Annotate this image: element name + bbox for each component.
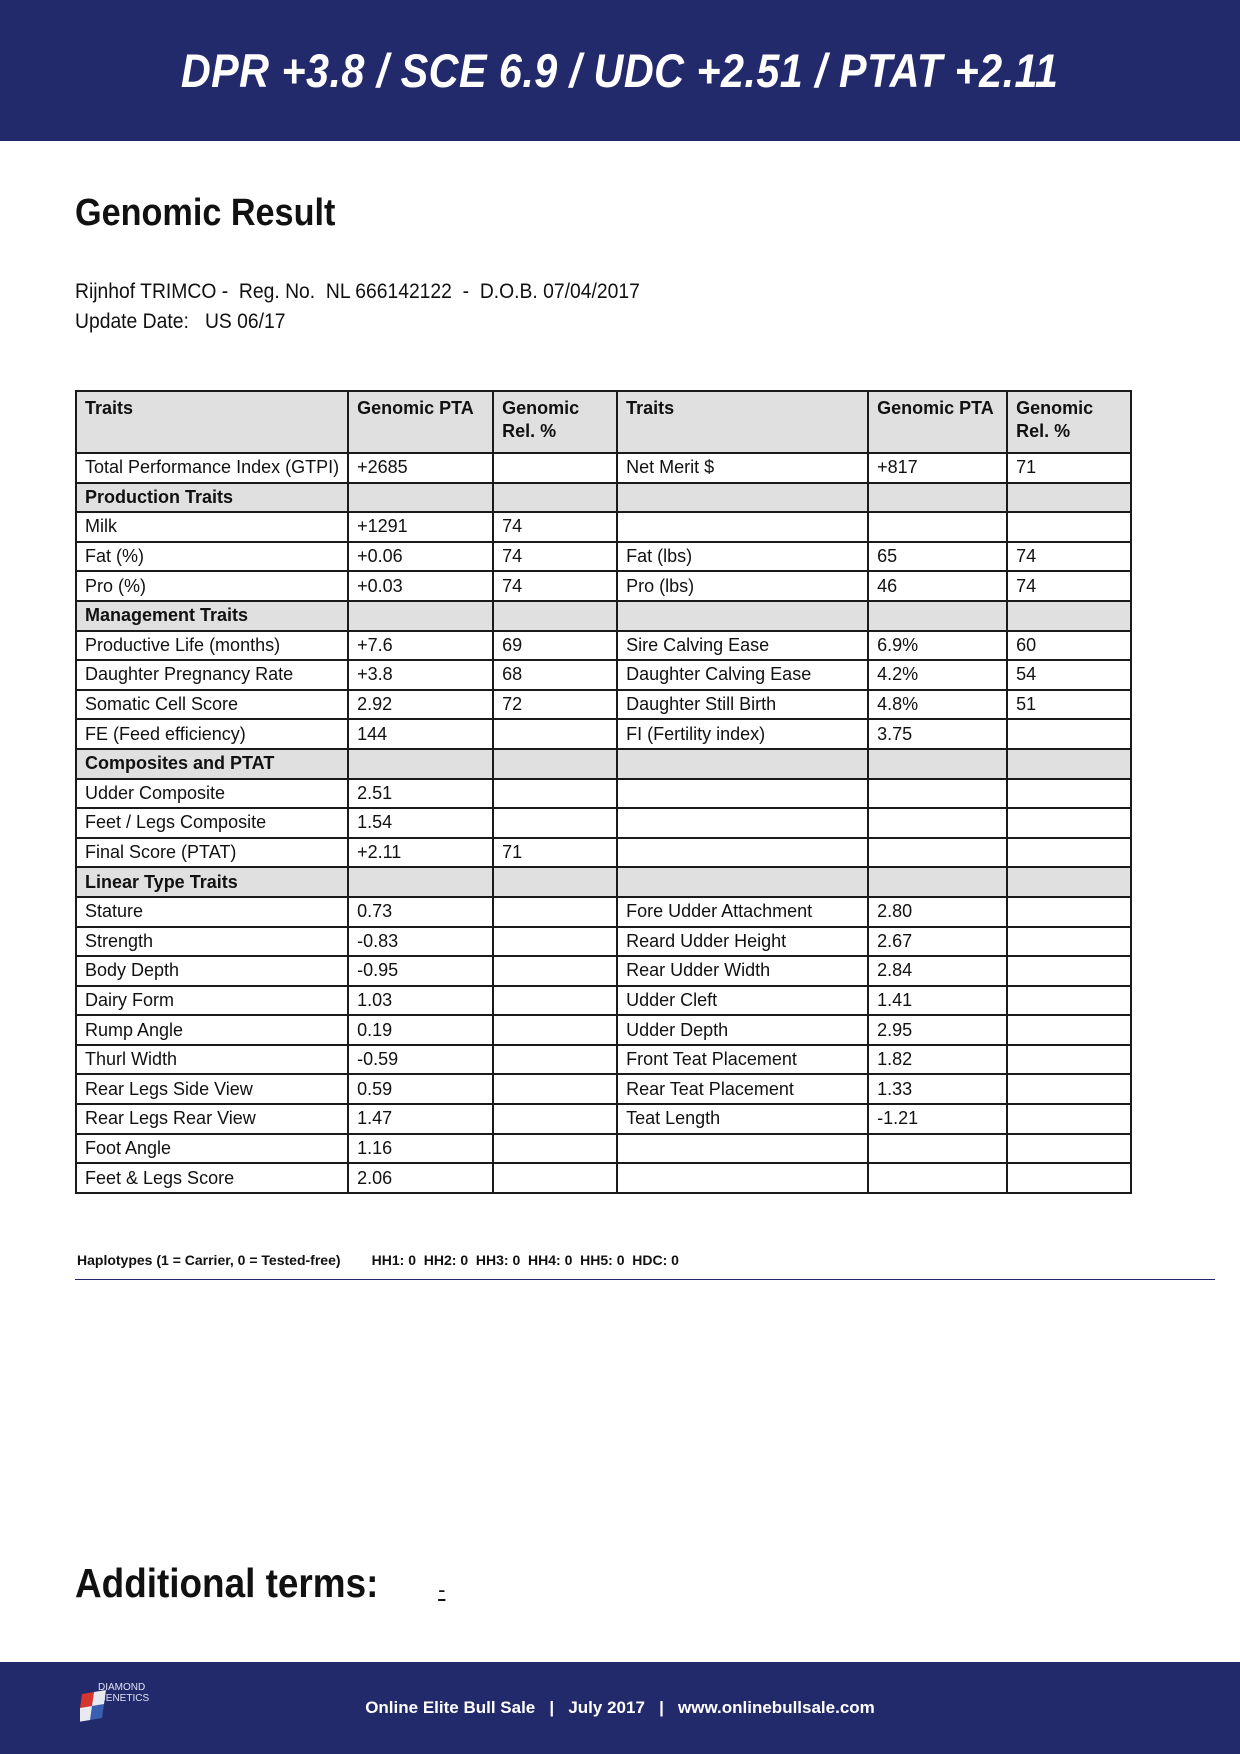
table-row bbox=[76, 453, 1131, 483]
table-cell: 65 bbox=[868, 542, 1007, 572]
table-cell: 4.2% bbox=[868, 660, 1007, 690]
column-header: Traits bbox=[617, 391, 868, 453]
animal-info: Rijnhof TRIMCO - Reg. No. NL 666142122 - D.O.B. 07/04/2017 bbox=[75, 280, 640, 303]
table-cell: 1.03 bbox=[348, 986, 493, 1016]
column-header: Genomic Rel. % bbox=[493, 391, 617, 453]
table-cell bbox=[493, 1104, 617, 1134]
table-cell bbox=[1007, 1074, 1131, 1104]
table-cell: 74 bbox=[493, 571, 617, 601]
footer-bar bbox=[0, 1662, 1240, 1754]
table-cell bbox=[493, 897, 617, 927]
table-cell bbox=[493, 601, 617, 631]
table-row bbox=[76, 808, 1131, 838]
logo-line1: DIAMOND bbox=[98, 1682, 146, 1693]
table-cell: Productive Life (months) bbox=[76, 631, 348, 661]
table-cell bbox=[1007, 808, 1131, 838]
banner-title: DPR +3.8 / SCE 6.9 / UDC +2.51 / PTAT +2.11 bbox=[181, 44, 1059, 97]
table-header-row bbox=[76, 391, 1131, 453]
table-row bbox=[76, 1104, 1131, 1134]
table-cell: 2.95 bbox=[868, 1015, 1007, 1045]
table-cell: +2.11 bbox=[348, 838, 493, 868]
table-cell bbox=[1007, 1163, 1131, 1193]
table-cell bbox=[1007, 601, 1131, 631]
table-cell: Fat (lbs) bbox=[617, 542, 868, 572]
column-header: Traits bbox=[76, 391, 348, 453]
table-cell bbox=[617, 1134, 868, 1164]
table-cell: 0.19 bbox=[348, 1015, 493, 1045]
table-cell bbox=[1007, 512, 1131, 542]
table-cell: 74 bbox=[1007, 542, 1131, 572]
table-cell: Rear Legs Side View bbox=[76, 1074, 348, 1104]
table-row bbox=[76, 1134, 1131, 1164]
table-cell bbox=[1007, 483, 1131, 513]
table-row bbox=[76, 660, 1131, 690]
table-cell: Fore Udder Attachment bbox=[617, 897, 868, 927]
table-cell: Strength bbox=[76, 927, 348, 957]
table-cell: 2.67 bbox=[868, 927, 1007, 957]
table-cell: Management Traits bbox=[76, 601, 348, 631]
table-cell: +0.03 bbox=[348, 571, 493, 601]
table-cell: -1.21 bbox=[868, 1104, 1007, 1134]
table-cell bbox=[617, 867, 868, 897]
table-cell bbox=[868, 808, 1007, 838]
column-header: Genomic Rel. % bbox=[1007, 391, 1131, 453]
table-cell: Rear Udder Width bbox=[617, 956, 868, 986]
additional-terms-value: - bbox=[438, 1577, 446, 1602]
table-cell: 74 bbox=[1007, 571, 1131, 601]
table-cell: 68 bbox=[493, 660, 617, 690]
table-cell bbox=[493, 483, 617, 513]
additional-terms-label: Additional terms: bbox=[75, 1560, 379, 1606]
table-cell: Feet / Legs Composite bbox=[76, 808, 348, 838]
table-cell bbox=[1007, 986, 1131, 1016]
table-cell bbox=[868, 1163, 1007, 1193]
table-row bbox=[76, 512, 1131, 542]
table-cell: Feet & Legs Score bbox=[76, 1163, 348, 1193]
table-row bbox=[76, 956, 1131, 986]
table-cell bbox=[493, 1134, 617, 1164]
table-cell: 2.06 bbox=[348, 1163, 493, 1193]
table-cell: 1.82 bbox=[868, 1045, 1007, 1075]
table-cell: 72 bbox=[493, 690, 617, 720]
genomic-results-table bbox=[75, 390, 1132, 1194]
table-cell bbox=[1007, 956, 1131, 986]
table-cell bbox=[493, 927, 617, 957]
table-cell bbox=[348, 749, 493, 779]
table-cell: -0.95 bbox=[348, 956, 493, 986]
table-cell bbox=[493, 453, 617, 483]
table-row bbox=[76, 1015, 1131, 1045]
table-cell: 6.9% bbox=[868, 631, 1007, 661]
table-cell: Fat (%) bbox=[76, 542, 348, 572]
table-row bbox=[76, 927, 1131, 957]
haplotypes-values: HH1: 0 HH2: 0 HH3: 0 HH4: 0 HH5: 0 HDC: 0 bbox=[371, 1252, 679, 1268]
table-row bbox=[76, 838, 1131, 868]
table-cell: Udder Depth bbox=[617, 1015, 868, 1045]
table-cell: Udder Composite bbox=[76, 779, 348, 809]
table-cell: 2.92 bbox=[348, 690, 493, 720]
table-cell bbox=[1007, 1015, 1131, 1045]
table-cell: Production Traits bbox=[76, 483, 348, 513]
additional-terms bbox=[75, 1560, 445, 1607]
table-row bbox=[76, 897, 1131, 927]
table-cell: 46 bbox=[868, 571, 1007, 601]
table-cell bbox=[1007, 749, 1131, 779]
table-cell: Linear Type Traits bbox=[76, 867, 348, 897]
section-row bbox=[76, 867, 1131, 897]
table-cell: 74 bbox=[493, 512, 617, 542]
table-cell: Rear Teat Placement bbox=[617, 1074, 868, 1104]
table-cell: Rump Angle bbox=[76, 1015, 348, 1045]
table-cell: 1.41 bbox=[868, 986, 1007, 1016]
table-cell: Body Depth bbox=[76, 956, 348, 986]
table-cell: Total Performance Index (GTPI) bbox=[76, 453, 348, 483]
haplotypes-line bbox=[77, 1252, 679, 1268]
table-cell: 1.47 bbox=[348, 1104, 493, 1134]
table-row bbox=[76, 1074, 1131, 1104]
table-cell: 2.84 bbox=[868, 956, 1007, 986]
table-cell: Daughter Pregnancy Rate bbox=[76, 660, 348, 690]
table-cell: Daughter Calving Ease bbox=[617, 660, 868, 690]
table-cell bbox=[1007, 1104, 1131, 1134]
table-cell: 144 bbox=[348, 719, 493, 749]
table-cell: 51 bbox=[1007, 690, 1131, 720]
table-cell: 69 bbox=[493, 631, 617, 661]
table-cell bbox=[868, 838, 1007, 868]
table-row bbox=[76, 571, 1131, 601]
table-cell bbox=[617, 838, 868, 868]
table-cell: Pro (lbs) bbox=[617, 571, 868, 601]
table-cell: Final Score (PTAT) bbox=[76, 838, 348, 868]
table-cell: 2.51 bbox=[348, 779, 493, 809]
haplotypes-label: Haplotypes (1 = Carrier, 0 = Tested-free) bbox=[77, 1252, 341, 1268]
table-cell: 71 bbox=[1007, 453, 1131, 483]
table-cell: -0.83 bbox=[348, 927, 493, 957]
table-cell: 71 bbox=[493, 838, 617, 868]
table-cell bbox=[868, 779, 1007, 809]
table-cell bbox=[493, 1074, 617, 1104]
table-cell bbox=[493, 779, 617, 809]
table-cell bbox=[868, 512, 1007, 542]
logo-line2: GENETICS bbox=[98, 1693, 150, 1704]
table-row bbox=[76, 1045, 1131, 1075]
table-cell bbox=[493, 719, 617, 749]
table-cell bbox=[493, 867, 617, 897]
table-cell: Foot Angle bbox=[76, 1134, 348, 1164]
table-cell bbox=[1007, 779, 1131, 809]
table-cell: 1.16 bbox=[348, 1134, 493, 1164]
table-cell: Composites and PTAT bbox=[76, 749, 348, 779]
table-cell: Udder Cleft bbox=[617, 986, 868, 1016]
table-cell: 60 bbox=[1007, 631, 1131, 661]
table-cell: Sire Calving Ease bbox=[617, 631, 868, 661]
table-cell bbox=[1007, 867, 1131, 897]
table-cell: 0.73 bbox=[348, 897, 493, 927]
table-cell bbox=[348, 483, 493, 513]
table-cell: 1.54 bbox=[348, 808, 493, 838]
table-cell: Dairy Form bbox=[76, 986, 348, 1016]
table-cell bbox=[493, 1015, 617, 1045]
table-row bbox=[76, 1163, 1131, 1193]
table-cell: Front Teat Placement bbox=[617, 1045, 868, 1075]
section-row bbox=[76, 601, 1131, 631]
table-row bbox=[76, 986, 1131, 1016]
table-cell: 2.80 bbox=[868, 897, 1007, 927]
table-cell bbox=[1007, 1134, 1131, 1164]
table-cell bbox=[868, 483, 1007, 513]
table-cell: +3.8 bbox=[348, 660, 493, 690]
table-cell: Rear Legs Rear View bbox=[76, 1104, 348, 1134]
table-row bbox=[76, 779, 1131, 809]
table-cell bbox=[617, 512, 868, 542]
table-cell bbox=[617, 1163, 868, 1193]
table-cell bbox=[868, 1134, 1007, 1164]
column-header: Genomic PTA bbox=[868, 391, 1007, 453]
table-cell: +0.06 bbox=[348, 542, 493, 572]
section-row bbox=[76, 749, 1131, 779]
table-cell bbox=[617, 779, 868, 809]
table-cell: Daughter Still Birth bbox=[617, 690, 868, 720]
footer-text: Online Elite Bull Sale | July 2017 | www.onlinebullsale.com bbox=[365, 1698, 875, 1717]
table-cell: FE (Feed efficiency) bbox=[76, 719, 348, 749]
table-cell bbox=[348, 867, 493, 897]
table-cell bbox=[868, 867, 1007, 897]
table-cell bbox=[1007, 719, 1131, 749]
table-cell: +817 bbox=[868, 453, 1007, 483]
table-cell bbox=[493, 956, 617, 986]
divider bbox=[75, 1279, 1215, 1280]
table-cell bbox=[493, 1045, 617, 1075]
table-cell: Reard Udder Height bbox=[617, 927, 868, 957]
table-row bbox=[76, 719, 1131, 749]
table-cell bbox=[868, 749, 1007, 779]
update-date: Update Date: US 06/17 bbox=[75, 310, 286, 333]
table-cell bbox=[1007, 927, 1131, 957]
table-cell bbox=[617, 483, 868, 513]
table-cell bbox=[617, 749, 868, 779]
table-cell bbox=[1007, 838, 1131, 868]
table-cell bbox=[1007, 1045, 1131, 1075]
page-title: Genomic Result bbox=[75, 192, 336, 234]
column-header: Genomic PTA bbox=[348, 391, 493, 453]
table-cell bbox=[617, 601, 868, 631]
table-cell: 54 bbox=[1007, 660, 1131, 690]
table-cell bbox=[493, 808, 617, 838]
section-row bbox=[76, 483, 1131, 513]
table-cell: Thurl Width bbox=[76, 1045, 348, 1075]
table-cell: Milk bbox=[76, 512, 348, 542]
table-cell bbox=[493, 1163, 617, 1193]
table-cell: Teat Length bbox=[617, 1104, 868, 1134]
table-row bbox=[76, 542, 1131, 572]
table-cell: Pro (%) bbox=[76, 571, 348, 601]
table-cell bbox=[348, 601, 493, 631]
table-cell: Net Merit $ bbox=[617, 453, 868, 483]
table-cell: Somatic Cell Score bbox=[76, 690, 348, 720]
table-cell bbox=[493, 986, 617, 1016]
table-cell: 74 bbox=[493, 542, 617, 572]
table-row bbox=[76, 631, 1131, 661]
table-cell bbox=[1007, 897, 1131, 927]
table-cell bbox=[868, 601, 1007, 631]
table-cell: 4.8% bbox=[868, 690, 1007, 720]
table-cell: FI (Fertility index) bbox=[617, 719, 868, 749]
table-cell: +1291 bbox=[348, 512, 493, 542]
table-cell bbox=[493, 749, 617, 779]
table-row bbox=[76, 690, 1131, 720]
table-cell: 0.59 bbox=[348, 1074, 493, 1104]
table-cell bbox=[617, 808, 868, 838]
table-cell: +7.6 bbox=[348, 631, 493, 661]
table-cell: 1.33 bbox=[868, 1074, 1007, 1104]
table-cell: -0.59 bbox=[348, 1045, 493, 1075]
table-cell: Stature bbox=[76, 897, 348, 927]
table-cell: +2685 bbox=[348, 453, 493, 483]
top-banner bbox=[0, 0, 1240, 141]
table-cell: 3.75 bbox=[868, 719, 1007, 749]
